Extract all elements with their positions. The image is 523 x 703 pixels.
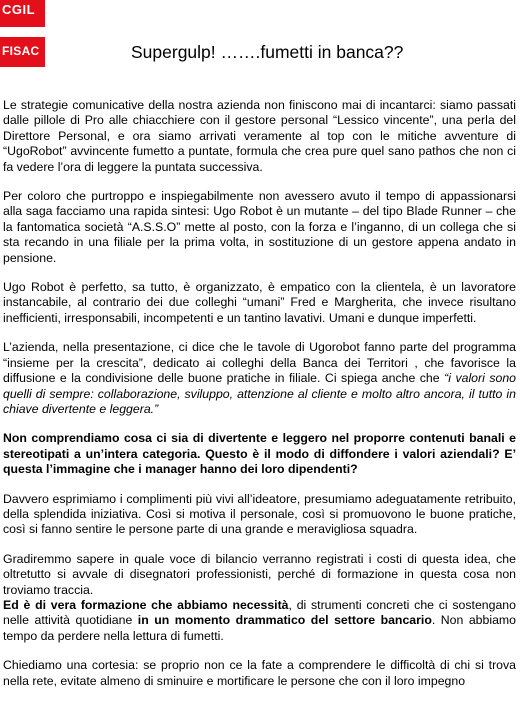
logo-divider — [0, 27, 45, 37]
paragraph-8-bold-1: Ed è di vera formazione che abbiamo necessità — [3, 597, 289, 612]
paragraph-9: Chiediamo una cortesia: se proprio non ce la fate a comprendere le difficoltà di chi si trova nella rete, evitate almeno di sminuire e mortificare le persone che con il loro impegno — [3, 658, 516, 688]
page-title: Supergulp! …….fumetti in banca?? — [131, 42, 404, 62]
paragraph-2: Per coloro che purtroppo e inspiegabilmente non avessero avuto il tempo di appassionarsi alla saga facciamo una rapida sintesi: Ugo Robot è un mutante – del tipo Blade Runner – che la fantomatica società “A.S.S.O” mette al posto, con la forza e l’inganno, di un collega che si sta recando in una filiale per la prima volta, in sostituzione di un gestore appena andato in pensione. — [3, 189, 516, 265]
paragraph-4-text: L’azienda, nella presentazione, ci dice che le tavole di Ugorobot fanno parte del programma “insieme per la crescita”, dedicato ai colleghi della Banca dei Territori , che favorisce la diffusione e la condivisione delle buone pratiche in filiale. Ci spiega anche che — [3, 340, 516, 386]
paragraph-1: Le strategie comunicative della nostra azienda non finiscono mai di incantarci: siamo passati dalle pillole di Pro alle chiacchiere con il gestore personal “Lessico vincente”, una perla del Direttore Personal, e ora siamo arrivati veramente al top con le mitiche avventure di “UgoRobot” avvincente fumetto a puntate, formula che crea pure quel sano pathos che non ci fa vedere l’ora di leggere la puntata successiva. — [3, 98, 516, 174]
paragraph-8-text-1: , di strumenti concreti che ci sostengano nelle attività quotidiane — [3, 597, 516, 628]
paragraph-4 — [3, 340, 516, 417]
logo-text-cgil: CGIL — [2, 2, 36, 17]
document-body — [3, 98, 516, 703]
paragraph-6: Davvero esprimiamo i complimenti più vivi all’ideatore, presumiamo adeguatamente retribuito, della splendida iniziativa. Così si motiva il personale, così si promuovono le buone pratiche, così si fanno sentire le persone parte di una grande e meravigliosa squadra. — [3, 491, 516, 537]
paragraph-8 — [3, 598, 516, 644]
paragraph-8-text-2: . Non abbiamo tempo da perdere nella lettura di fumetti. — [3, 613, 516, 643]
paragraph-8-bold-2: in un momento drammatico del settore bancario — [137, 613, 432, 628]
paragraph-7: Gradiremmo sapere in quale voce di bilancio verranno registrati i costi di questa idea, che oltretutto si avvale di disegnatori professionisti, perché di formazione in questa cosa non troviamo traccia. — [3, 551, 516, 597]
paragraph-3: Ugo Robot è perfetto, sa tutto, è organizzato, è empatico con la clientela, è un lavoratore instancabile, al contrario dei due colleghi “umani” Fred e Margherita, che invece risultano inefficienti, irresponsabili, incompetenti e un tantino lavativi. Umani e dunque imperfetti. — [3, 280, 516, 325]
paragraph-4-quote: “i valori sono quelli di sempre: collaborazione, sviluppo, attenzione al cliente e molto altro ancora, il tutto in chiave divertente e leggera.” — [3, 371, 517, 416]
paragraph-5: Non comprendiamo cosa ci sia di divertente e leggero nel proporre contenuti banali e stereotipati a un’intera categoria. Questo è il modo di diffondere i valori aziendali? E’ questa l’immagine che i manager hanno dei loro dipendenti? — [3, 431, 516, 477]
cgil-fisac-logo — [0, 0, 45, 67]
logo-text-fisac: FISAC — [2, 44, 40, 58]
